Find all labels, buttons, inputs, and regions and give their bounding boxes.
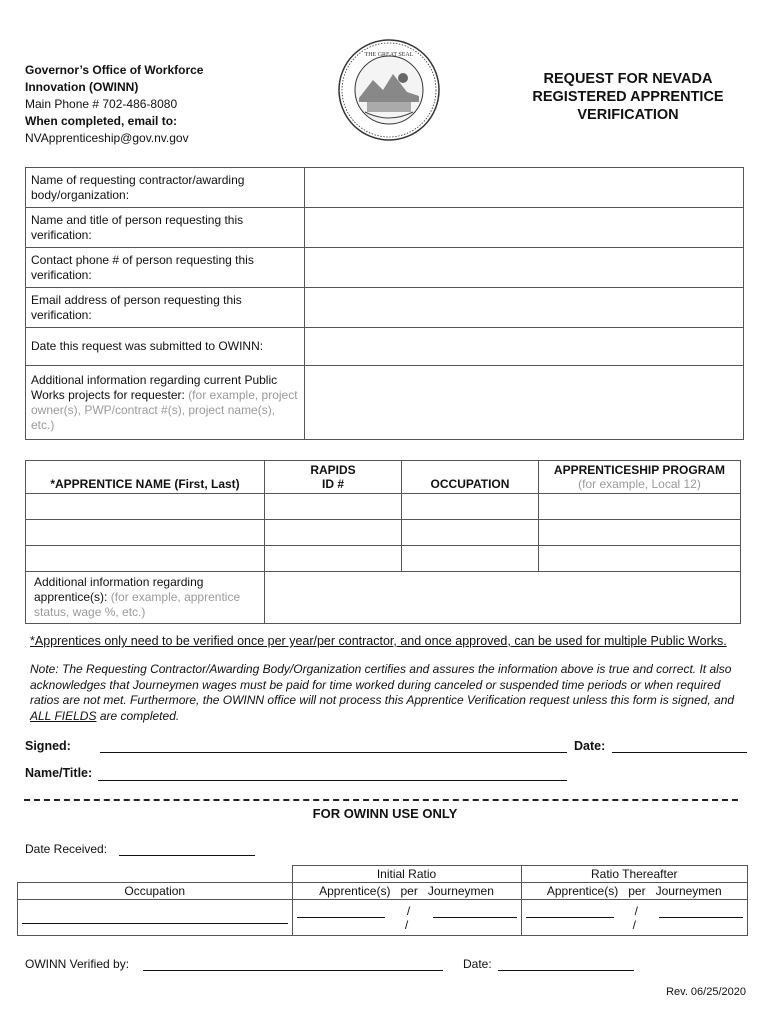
rapids-id-cell[interactable] (265, 520, 402, 546)
journeymen-label: Journeymen (655, 884, 722, 898)
occupation-cell[interactable] (402, 546, 539, 572)
ratio-slash: / (406, 903, 411, 918)
additional-info-hint: (for example, project owner(s), PWP/contract #(s), project name(s), etc.) (31, 387, 298, 432)
office-name-line1: Governor’s Office of Workforce (25, 63, 204, 77)
program-cell[interactable] (539, 494, 741, 520)
signature-date-label: Date: (574, 739, 606, 753)
title-line2: REGISTERED APPRENTICE (532, 89, 724, 105)
verified-date-label: Date: (463, 957, 492, 971)
signature-line[interactable] (100, 752, 567, 753)
apprentices-label: Apprentice(s) (319, 884, 391, 898)
initial-ratio-header: Initial Ratio (292, 866, 521, 883)
cut-divider (24, 799, 738, 801)
table-row (26, 572, 741, 624)
apprentices-label: Apprentice(s) (546, 884, 619, 898)
table-row (26, 520, 741, 546)
note-emphasis: ALL FIELDS (30, 708, 97, 723)
program-label: APPRENTICESHIP PROGRAM (553, 463, 726, 477)
blank-cell (18, 866, 293, 883)
occupation-cell[interactable] (402, 494, 539, 520)
table-row (26, 328, 744, 366)
email-label: When completed, email to: (25, 114, 178, 128)
table-row (26, 494, 741, 520)
apprentice-name-cell[interactable] (26, 546, 265, 572)
ratio-table (17, 865, 748, 936)
office-phone: Main Phone # 702-486-8080 (25, 97, 178, 111)
initial-ratio-input-cell[interactable] (292, 900, 521, 936)
initial-ratio-subheader (292, 883, 521, 900)
program-hint: (for example, Local 12) (578, 477, 701, 491)
contractor-name-field[interactable] (305, 168, 744, 208)
apprentice-table (25, 460, 741, 624)
title-line3: VERIFICATION (577, 107, 679, 123)
field-label: Name and title of person requesting this verification: (26, 208, 305, 248)
apprentice-additional-field[interactable] (265, 572, 741, 624)
date-received-label: Date Received: (25, 842, 108, 856)
program-cell[interactable] (539, 520, 741, 546)
occupation-line[interactable] (22, 923, 288, 924)
requester-phone-field[interactable] (305, 248, 744, 288)
col-occupation: OCCUPATION (402, 461, 539, 494)
name-title-label: Name/Title: (25, 766, 93, 780)
svg-text:THE GREAT SEAL: THE GREAT SEAL (364, 52, 414, 58)
form-title (498, 70, 758, 124)
requester-info-table (25, 167, 744, 440)
occupation-cell[interactable] (402, 520, 539, 546)
nevada-state-seal-icon (337, 38, 441, 142)
date-received-line[interactable] (119, 855, 255, 856)
occupation-input-cell[interactable] (18, 900, 293, 936)
additional-label-text: Additional information regarding apprentice(s): (34, 575, 204, 604)
verified-by-label: OWINN Verified by: (25, 957, 130, 971)
thereafter-apprentice-line[interactable] (526, 917, 614, 918)
table-row (26, 366, 744, 440)
program-cell[interactable] (539, 546, 741, 572)
note-text: Note: The Requesting Contractor/Awarding Body/Organization certifies and assures the information above is true and correct. It also acknowledges that Journeymen wages must be paid for time worked during canceled or suspended time periods or when required ratios are not met. Furthermore, the OWINN office will not process this Apprentice Verification request unless this form is signed, and (30, 662, 735, 707)
additional-hint-text: (for example, apprentice status, wage %, etc.) (34, 590, 241, 619)
table-row (26, 288, 744, 328)
note-text-end: are completed. (96, 708, 180, 723)
table-row (18, 883, 748, 900)
apprentice-additional-label (26, 572, 265, 624)
verified-by-line[interactable] (143, 970, 443, 971)
ratio-slash: / (634, 903, 638, 918)
thereafter-ratio-input-cell[interactable] (521, 900, 748, 936)
table-row (26, 248, 744, 288)
footnote: *Apprentices only need to be verified once per year/per contractor, and once approved, can be used for multiple Public Works. (30, 634, 727, 648)
ratio-thereafter-header: Ratio Thereafter (521, 866, 748, 883)
name-title-line[interactable] (98, 780, 567, 781)
col-rapids-id (265, 461, 402, 494)
verified-date-line[interactable] (498, 970, 634, 971)
col-apprentice-name: *APPRENTICE NAME (First, Last) (26, 461, 265, 494)
rapids-label: RAPIDS (310, 463, 356, 477)
signature-date-line[interactable] (612, 752, 747, 753)
revision-date: Rev. 06/25/2020 (666, 986, 746, 998)
field-label: Email address of person requesting this verification: (26, 288, 305, 328)
apprentice-name-cell[interactable] (26, 520, 265, 546)
per-label: per (628, 884, 646, 898)
title-line1: REQUEST FOR NEVADA (543, 71, 713, 87)
thereafter-subheader (521, 883, 748, 900)
per-label: per (400, 884, 418, 898)
table-header-row (26, 461, 741, 494)
office-contact-block (25, 62, 203, 147)
col-program (539, 461, 741, 494)
requester-name-title-field[interactable] (305, 208, 744, 248)
office-name-line2: Innovation (OWINN) (25, 80, 139, 94)
submission-date-field[interactable] (305, 328, 744, 366)
ratio-slash: / (632, 917, 636, 932)
apprentice-name-cell[interactable] (26, 494, 265, 520)
journeymen-label: Journeymen (427, 884, 494, 898)
office-email: NVApprenticeship@gov.nv.gov (25, 131, 189, 145)
field-label (26, 366, 305, 440)
field-label: Name of requesting contractor/awarding body/organization: (26, 168, 305, 208)
table-row (18, 900, 748, 936)
occupation-header: Occupation (18, 883, 293, 900)
certification-note (30, 662, 745, 724)
initial-apprentice-line[interactable] (297, 917, 385, 918)
signed-label: Signed: (25, 739, 71, 753)
additional-projects-field[interactable] (305, 366, 744, 440)
rapids-id-cell[interactable] (265, 494, 402, 520)
rapids-id-cell[interactable] (265, 546, 402, 572)
table-row (26, 208, 744, 248)
table-row (26, 168, 744, 208)
field-label: Contact phone # of person requesting this verification: (26, 248, 305, 288)
additional-info-label: Additional information regarding current Public Works projects for requester: (31, 372, 278, 402)
requester-email-field[interactable] (305, 288, 744, 328)
owinn-use-title: FOR OWINN USE ONLY (312, 806, 458, 821)
initial-journeymen-line[interactable] (433, 917, 517, 918)
table-row (26, 546, 741, 572)
id-label: ID # (321, 477, 344, 491)
thereafter-journeymen-line[interactable] (659, 917, 743, 918)
table-row (18, 866, 748, 883)
field-label: Date this request was submitted to OWINN: (26, 328, 305, 366)
ratio-slash: / (404, 917, 409, 932)
